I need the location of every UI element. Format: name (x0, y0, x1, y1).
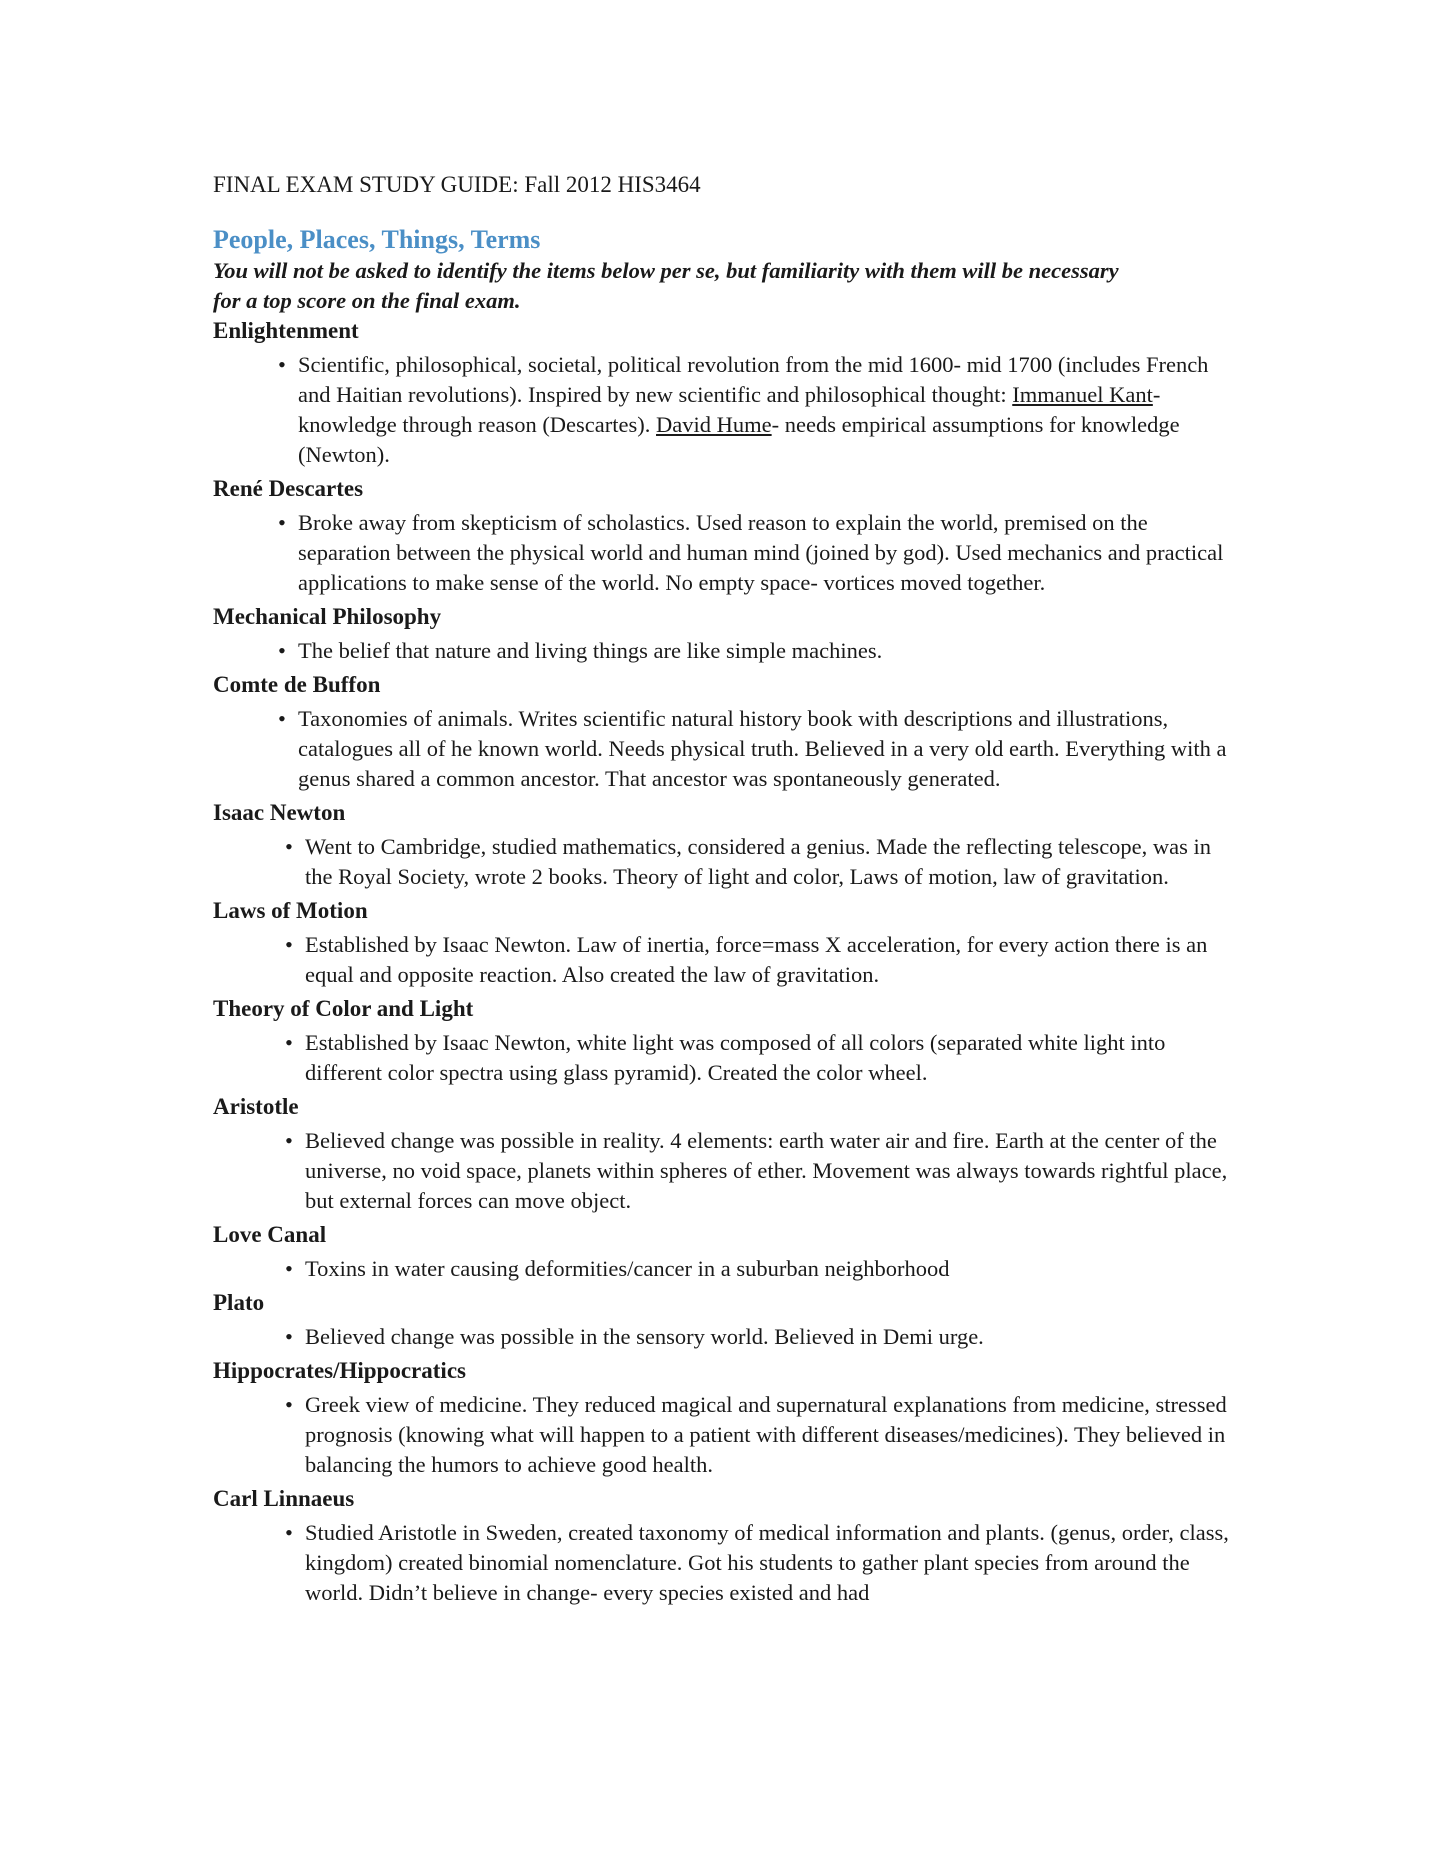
term-mechanical-philosophy (213, 602, 1243, 666)
term-title: Aristotle (213, 1094, 299, 1119)
term-color-and-light (213, 994, 1243, 1088)
term-description: • Went to Cambridge, studied mathematics, considered a genius. Made the reflecting telescope, was in the Royal Society, wrote 2 books. Theory of light and color, Laws of motion, law of gravitation. (285, 834, 1212, 889)
term-description: • Taxonomies of animals. Writes scientific natural history book with descriptions and illustrations, catalogues all of he known world. Needs physical truth. Believed in a very old earth. Everything with a genus shared a common ancestor. That ancestor was spontaneously generated. (278, 706, 1227, 791)
term-title: Comte de Buffon (213, 672, 381, 697)
term-title: Carl Linnaeus (213, 1486, 355, 1511)
term-plato (213, 1288, 1243, 1352)
bullet-icon: • (285, 1128, 293, 1153)
term-linnaeus (213, 1484, 1243, 1608)
term-laws-of-motion (213, 896, 1243, 990)
term-description: • Studied Aristotle in Sweden, created taxonomy of medical information and plants. (genus, order, class, kingdom) created binomial nomenclature. Got his students to gather plant species from around the world. Didn’t believe in change- every species existed and had (285, 1520, 1229, 1605)
term-title: Plato (213, 1290, 265, 1315)
term-description: • Established by Isaac Newton, white light was composed of all colors (separated white light into different color spectra using glass pyramid). Created the color wheel. (285, 1030, 1166, 1085)
bullet-icon: • (278, 510, 286, 535)
term-aristotle (213, 1092, 1243, 1216)
document-title: FINAL EXAM STUDY GUIDE: Fall 2012 HIS3464 (213, 172, 701, 197)
term-descartes (213, 474, 1243, 598)
term-title: Isaac Newton (213, 800, 346, 825)
term-title: Mechanical Philosophy (213, 604, 442, 629)
section-intro: You will not be asked to identify the items below per se, but familiarity with them will be necessary for a top score on the final exam. (213, 258, 1119, 313)
bullet-icon: • (285, 1256, 293, 1281)
term-title: Enlightenment (213, 318, 359, 343)
bullet-icon: • (285, 1392, 293, 1417)
document-page (213, 170, 1243, 1612)
section-heading: People, Places, Things, Terms (213, 225, 541, 254)
bullet-icon: • (285, 1520, 293, 1545)
term-newton (213, 798, 1243, 892)
bullet-icon: • (278, 706, 286, 731)
term-description: • Broke away from skepticism of scholastics. Used reason to explain the world, premised on the separation between the physical world and human mind (joined by god). Used mechanics and practical applications to make sense of the world. No empty space- vortices moved together. (278, 510, 1224, 595)
term-title: Laws of Motion (213, 898, 368, 923)
term-title: Love Canal (213, 1222, 327, 1247)
term-buffon (213, 670, 1243, 794)
bullet-icon: • (285, 932, 293, 957)
term-link-kant: Immanuel Kant (1012, 382, 1153, 407)
bullet-icon: • (285, 1030, 293, 1055)
term-title: Hippocrates/Hippocratics (213, 1358, 466, 1383)
term-link-hume: David Hume (656, 412, 772, 437)
term-description: • Scientific, philosophical, societal, political revolution from the mid 1600- mid 1700 (includes French and Haitian revolutions). Inspired by new scientific and philosophical thought: Immanuel Kant- knowledge through reason (Descartes). David Hume- needs empirical assumptions for knowledge (Newton). (278, 352, 1209, 467)
term-description: • Toxins in water causing deformities/cancer in a suburban neighborhood (213, 1254, 1243, 1284)
term-title: Theory of Color and Light (213, 996, 474, 1021)
term-hippocrates (213, 1356, 1243, 1480)
bullet-icon: • (278, 352, 286, 377)
bullet-icon: • (278, 638, 286, 663)
term-love-canal (213, 1220, 1243, 1284)
term-description: • Believed change was possible in reality. 4 elements: earth water air and fire. Earth at the center of the universe, no void space, planets within spheres of ether. Movement was always towards rightful place, but external forces can move object. (285, 1128, 1228, 1213)
term-description: • Believed change was possible in the sensory world. Believed in Demi urge. (213, 1322, 1243, 1352)
term-description: • The belief that nature and living things are like simple machines. (213, 636, 1243, 666)
bullet-icon: • (285, 834, 293, 859)
term-enlightenment (213, 316, 1243, 470)
term-title: René Descartes (213, 476, 364, 501)
term-description: • Greek view of medicine. They reduced magical and supernatural explanations from medicine, stressed prognosis (knowing what will happen to a patient with different diseases/medicines). They believed in balancing the humors to achieve good health. (285, 1392, 1227, 1477)
bullet-icon: • (285, 1324, 293, 1349)
term-description: • Established by Isaac Newton. Law of inertia, force=mass X acceleration, for every action there is an equal and opposite reaction. Also created the law of gravitation. (285, 932, 1208, 987)
